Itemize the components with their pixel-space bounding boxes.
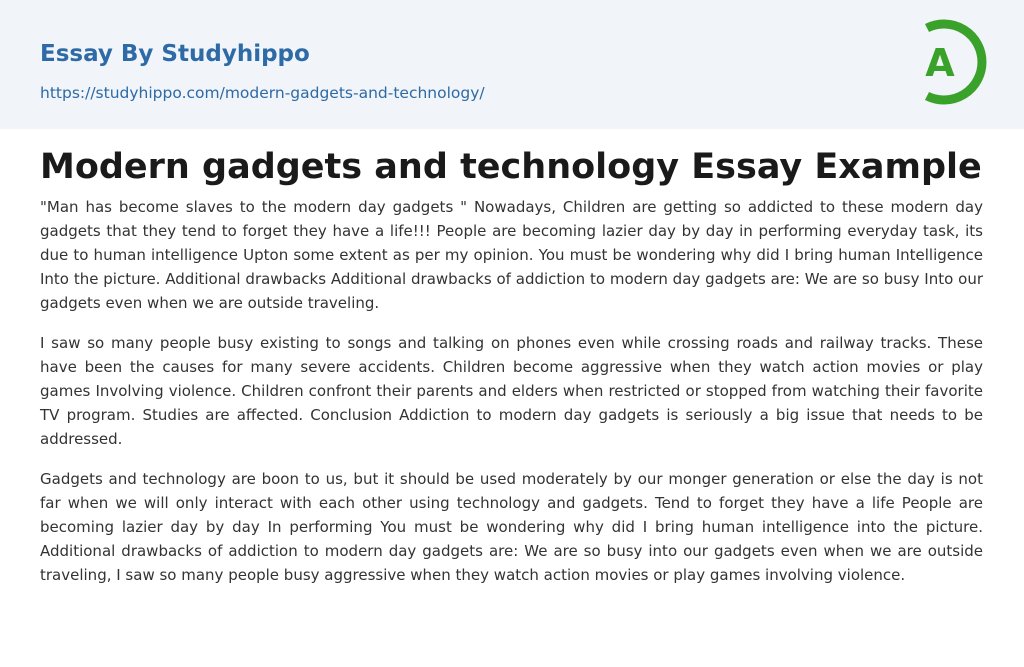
- page-url-link[interactable]: https://studyhippo.com/modern-gadgets-and-technology/: [40, 84, 485, 102]
- site-header: [0, 0, 1024, 129]
- essay-paragraph-2: I saw so many people busy existing to songs and talking on phones even while crossing roads and railway tracks. These have been the causes for many severe accidents. Children become aggressive when they watch action movies or play games Involving violence. Children confront their parents and elders when restricted or stopped from watching their favorite TV program. Studies are affected. Conclusion Addiction to modern day gadgets is seriously a big issue that needs to be addressed.: [40, 334, 983, 448]
- site-brand[interactable]: Essay By Studyhippo: [40, 41, 310, 67]
- article: [40, 142, 983, 603]
- studyhippo-logo-icon[interactable]: [902, 18, 988, 106]
- essay-paragraph-1: "Man has become slaves to the modern day gadgets " Nowadays, Children are getting so addicted to these modern day gadgets that they tend to forget they have a life!!! People are becoming lazier day by day in performing everyday task, its due to human intelligence Upton some extent as per my opinion. You must be wondering why did I bring human Intelligence Into the picture. Additional drawbacks Additional drawbacks of addiction to modern day gadgets are: We are so busy Into our gadgets even when we are outside traveling.: [40, 198, 983, 312]
- essay-paragraph-3: Gadgets and technology are boon to us, but it should be used moderately by our monger generation or else the day is not far when we will only interact with each other using technology and gadgets. Tend to forget they have a life People are becoming lazier day by day In performing You must be wondering why did I bring human intelligence into the picture. Additional drawbacks of addiction to modern day gadgets are: We are so busy into our gadgets even when we are outside traveling, I saw so many people busy aggressive when they watch action movies or play games involving violence.: [40, 470, 983, 584]
- logo-letter: A: [925, 41, 955, 85]
- page-title: Modern gadgets and technology Essay Example: [40, 147, 982, 187]
